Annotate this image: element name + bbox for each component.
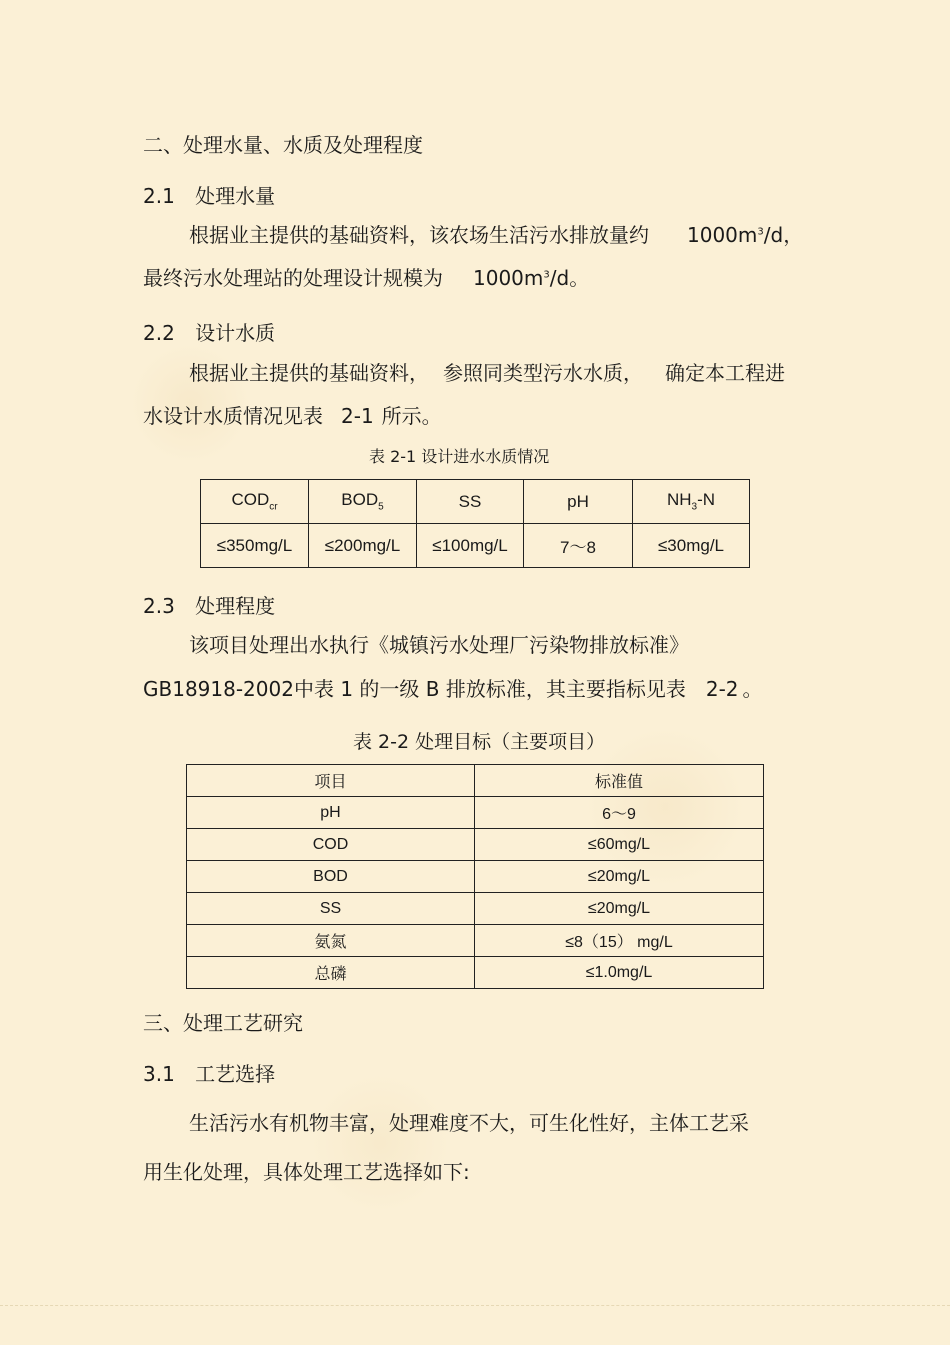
value-nh3n: ≤30mg/L [633, 524, 750, 568]
row-value: 6～9 [475, 797, 764, 829]
subsection-3-1-number: 3.1 [143, 1062, 175, 1086]
table-row [187, 829, 764, 861]
subsection-2-2-number: 2.2 [143, 321, 175, 345]
header-nh3n: $NH_3-N$ [633, 480, 750, 524]
paragraph-2-1-line1 [189, 219, 803, 248]
table2-caption: 表 2-2 处理目标（主要项目） [353, 731, 606, 753]
paragraph-2-2-line2 [143, 400, 442, 429]
table1-caption: 表 2-1 设计进水水质情况 [369, 447, 550, 466]
flow-sup: 3 [757, 226, 764, 238]
row-value: ≤1.0mg/L [475, 957, 764, 989]
subsection-2-1-number: 2.1 [143, 184, 175, 208]
row-item: BOD [187, 861, 475, 893]
header-bod: $BOD_5$ [309, 480, 417, 524]
table-row [187, 797, 764, 829]
header-item: 项目 [187, 765, 475, 797]
table-header-row [201, 480, 750, 524]
row-item: SS [187, 893, 475, 925]
paragraph-text: 根据业主提供的基础资料，该农场生活污水排放量约 [189, 223, 649, 247]
paragraph-text-a: GB18918-2002中表 1 的一级 B 排放标准，其主要指标见表 [143, 677, 686, 701]
paragraph-text-c: 所示。 [381, 404, 442, 428]
paragraph-text-a: 根据业主提供的基础资料， [189, 361, 429, 385]
subsection-2-2-heading [143, 317, 275, 346]
paragraph-text-c: 确定本工程进 [665, 361, 785, 385]
row-value: ≤60mg/L [475, 829, 764, 861]
subsection-2-1-title: 处理水量 [195, 184, 276, 208]
design-scale-value [473, 266, 589, 290]
flow-number: 1000m [687, 223, 758, 247]
table-row [187, 893, 764, 925]
row-value: ≤20mg/L [475, 861, 764, 893]
value-ss: ≤100mg/L [417, 524, 524, 568]
flow-unit: /d， [763, 223, 804, 247]
table-row [187, 925, 764, 957]
table-row [201, 524, 750, 568]
header-ph: pH [524, 480, 633, 524]
scale-number: 1000m [473, 266, 544, 290]
table-row [187, 861, 764, 893]
paragraph-text-b: 参照同类型污水水质， [443, 361, 643, 385]
paragraph-2-3-line2 [143, 673, 763, 702]
paragraph-3-1-line1: 生活污水有机物丰富，处理难度不大，可生化性好，主体工艺采 [189, 1111, 749, 1135]
row-item: 总磷 [187, 957, 475, 989]
treatment-target-table [186, 764, 764, 989]
subsection-2-2-title: 设计水质 [195, 321, 276, 345]
table-row [187, 957, 764, 989]
scale-sup: 3 [543, 269, 550, 281]
paragraph-text-c: 。 [742, 677, 763, 701]
flow-value [687, 223, 803, 247]
subsection-2-3-title: 处理程度 [195, 594, 276, 618]
paragraph-text: 最终污水处理站的处理设计规模为 [143, 266, 443, 290]
table-header-row [187, 765, 764, 797]
row-value: ≤8（15） mg/L [475, 925, 764, 957]
header-standard-value: 标准值 [475, 765, 764, 797]
value-ph: 7～8 [524, 524, 633, 568]
influent-quality-table [200, 479, 750, 568]
header-ss: SS [417, 480, 524, 524]
paragraph-2-3-line1: 该项目处理出水执行《城镇污水处理厂污染物排放标准》 [189, 633, 689, 657]
paragraph-2-2-line1 [189, 357, 785, 386]
subsection-3-1-title: 工艺选择 [195, 1062, 276, 1086]
page-divider [0, 1305, 950, 1306]
table-ref: 2-2 [705, 677, 739, 701]
section-3-title: 三、处理工艺研究 [143, 1011, 303, 1035]
subsection-3-1-heading [143, 1058, 275, 1087]
subsection-2-3-number: 2.3 [143, 594, 175, 618]
row-value: ≤20mg/L [475, 893, 764, 925]
section-2-title: 二、处理水量、水质及处理程度 [143, 133, 423, 157]
table-ref: 2-1 [341, 404, 374, 428]
subsection-2-3-heading [143, 590, 275, 619]
scale-unit: /d。 [549, 266, 590, 290]
header-cod: $COD_{cr}$ [201, 480, 309, 524]
row-item: 氨氮 [187, 925, 475, 957]
value-bod: ≤200mg/L [309, 524, 417, 568]
subsection-2-1-heading [143, 180, 275, 209]
paragraph-2-1-line2 [143, 262, 589, 291]
paragraph-3-1-line2: 用生化处理，具体处理工艺选择如下: [143, 1160, 470, 1184]
value-cod: ≤350mg/L [201, 524, 309, 568]
paragraph-text-a: 水设计水质情况见表 [143, 404, 323, 428]
row-item: COD [187, 829, 475, 861]
row-item: pH [187, 797, 475, 829]
